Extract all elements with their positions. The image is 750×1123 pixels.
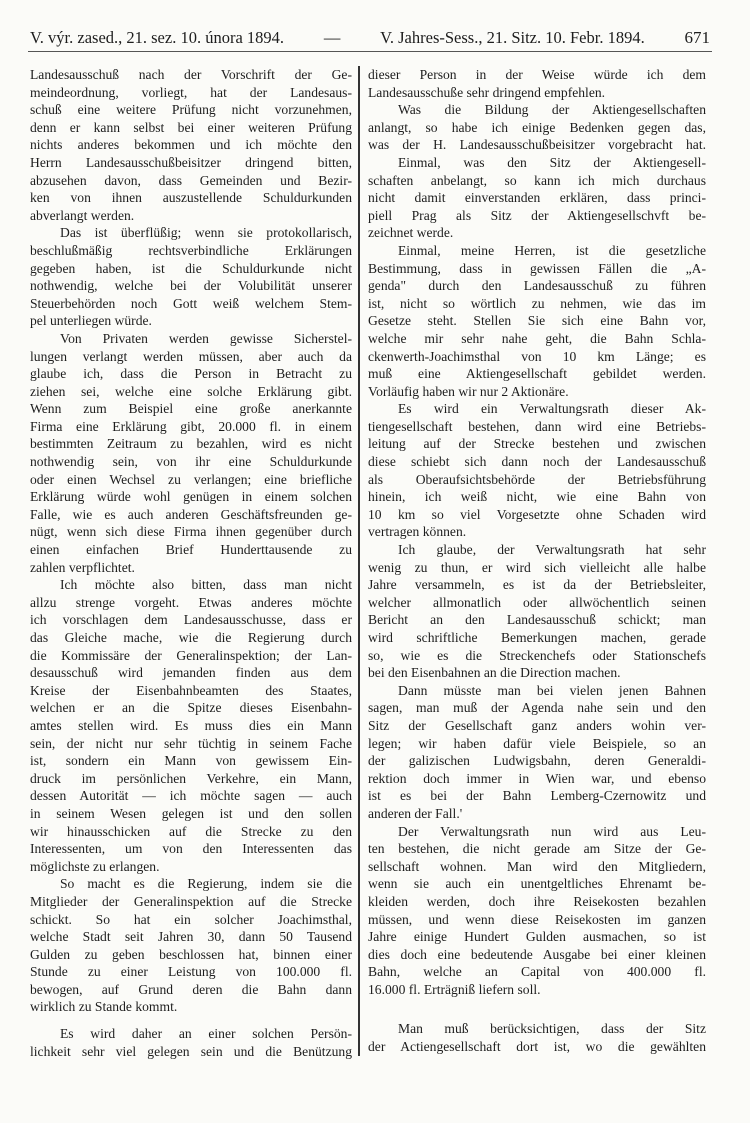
text-line: nichts anderes bekommen und ich möchte den (30, 137, 352, 153)
text-line: welchen er an die Spitze dieses Eisenbahn- (30, 700, 352, 716)
text-line: gegeben haben, ist die Schuldurkunde nicht (30, 260, 352, 276)
text-line: Jahre versammeln, es ist da der Betriebsleiter, (368, 577, 706, 593)
page-number: 671 (684, 28, 710, 47)
text-line: sellschaft wohnen. Man wird den Mitgliedern, (368, 858, 706, 874)
text-line: Einmal, was den Sitz der Aktiengesell- (398, 154, 706, 170)
text-line: bei den Eisenbahnen an die Direction machen. (368, 665, 621, 681)
text-line: schickt. So hat ein solcher Joachimsthal, (30, 911, 352, 927)
header-rule (28, 51, 712, 52)
text-line: Bericht an den Landesausschuß schickt; man (368, 612, 706, 628)
text-line: Das ist überflüßig; wenn sie protokollarisch, (60, 225, 352, 241)
text-line: möglichste zu erlangen. (30, 858, 160, 874)
text-line: 16.000 fl. Erträgniß liefern soll. (368, 981, 541, 997)
text-line: Interessenten, um von den Interessenten das (30, 841, 352, 857)
text-line: welcher allmonatlich oder allwöchentlich seinen (368, 594, 706, 610)
text-line: ziehen sei, welche eine solche Erklärung gibt. (30, 383, 352, 399)
text-line: bestimmten Zeitraum zu bezahlen, wird es nicht (30, 436, 352, 452)
text-line: 10 km so viel Vorgesetzte ohne Schaden wird (368, 506, 706, 522)
text-line: müssen, und wenn diese Reisekosten im ganzen (368, 911, 706, 927)
text-line: abverlangt werden. (30, 207, 135, 223)
text-line: Gesetze steht. Stellen Sie sich eine Bahn vor, (368, 313, 706, 329)
text-line: piell Prag als Sitz der Aktiengesellschvft be- (368, 207, 706, 223)
text-line: ken von ihnen auszustellende Schuldurkunden (30, 190, 352, 206)
text-line: zahlen verpflichtet. (30, 559, 135, 575)
text-line: ist es bei der Bahn Lemberg-Czernowitz und (368, 788, 706, 804)
text-line: Gulden zu geben beschlossen hat, binnen einer (30, 946, 352, 962)
column-divider (358, 66, 360, 1056)
text-line: allzu strenge vorgeht. Etwas anderes möchte (30, 594, 352, 610)
paragraph-gap (30, 1016, 352, 1025)
text-line: was der H. Landesausschußbeisitzer vorgebracht hat. (368, 137, 706, 153)
text-line: der Actiengesellschaft dort ist, wo die gewählten (368, 1039, 706, 1055)
text-line: Firma eine Erklärung gibt, 20.000 fl. in einem (30, 418, 352, 434)
text-line: Bahn, welche an Capital von 400.000 fl. (368, 964, 706, 980)
text-line: Kreise der Eisenbahnbeamten des Staates, (30, 682, 352, 698)
text-line: Landesausschuß nach der Vorschrift der Ge- (30, 67, 352, 82)
text-line: tiengesellschaft bestehen, dann wird eine Betriebs- (368, 418, 706, 434)
text-line: als Oberaufsichtsbehörde der Betriebsführung (368, 471, 706, 487)
text-line: einen einfachen Brief Hunderttausende zu (30, 542, 352, 558)
text-line: Es wird ein Verwaltungsrath dieser Ak- (398, 401, 706, 417)
text-line: Der Verwaltungsrath nun wird aus Leu- (398, 823, 706, 839)
text-line: bewogen, auf Grund deren die Bahn dann (30, 981, 352, 997)
text-line: pel unterliegen würde. (30, 313, 152, 329)
text-line: diese schiebt sich dann noch der Landesausschuß (368, 454, 706, 470)
header-dash: — (323, 28, 341, 47)
text-line: lichkeit sehr viel gelegen sein und die Benützung (30, 1043, 352, 1059)
text-line: lungen verlangt werden müssen, aber auch da (30, 348, 352, 364)
text-line: Falle, wie es auch anderen Geschäftsfreunden ge- (30, 506, 352, 522)
text-line: amtes stellen wird. Es muss dies ein Mann (30, 717, 352, 733)
text-line: ten bestehen, die nicht gerade am Sitze der Ge- (368, 841, 706, 857)
text-line: genda" durch den Landesausschuß zu führen (368, 278, 706, 294)
text-line: Bestimmung, dass in gewissen Fällen die „A- (368, 260, 706, 276)
text-line: nicht damit einverstanden erklären, dass princi- (368, 190, 706, 206)
left-column (30, 66, 352, 1060)
text-line: druck im persönlichen Verkehre, ein Mann, (30, 770, 352, 786)
text-line: ich vorschlagen dem Landesausschusse, dass er (30, 612, 352, 628)
text-line: wirklich zu Stande kommt. (30, 999, 178, 1015)
header-german: V. Jahres-Sess., 21. Sitz. 10. Febr. 1894. (380, 28, 645, 47)
text-line: wenig zu thun, er wird sich vielleicht alle halbe (368, 559, 706, 575)
text-line: der galizischen Ludwigsbahn, deren Generaldi- (368, 753, 706, 769)
text-line: glaube ich, dass die Person in Betracht zu (30, 366, 352, 382)
text-line: nothwendig sein, von ihr eine Schuldurkunde (30, 454, 352, 470)
text-line: Es wird daher an einer solchen Persön- (60, 1026, 352, 1042)
text-line: schuß eine weitere Prüfung nicht vorzunehmen, (30, 102, 352, 118)
text-line: wenn sie auch ein unentgeltliches Ehrenamt be- (368, 876, 706, 892)
text-line: meindeordnung, vorliegt, hat der Landesaus- (30, 84, 352, 100)
text-line: ckenwerth-Joachimsthal von 10 km Länge; es (368, 348, 706, 364)
text-line: hinein, ich weiß nicht, wie eine Bahn von (368, 489, 706, 505)
text-line: Herrn Landesausschußbeisitzer dringend bitten, (30, 154, 352, 170)
text-line: ist, nicht so wörtlich zu nehmen, wie das im (368, 295, 706, 311)
text-line: dieser Person in der Weise würde ich dem (368, 67, 706, 82)
text-line: So macht es die Regierung, indem sie die (60, 876, 352, 892)
text-line: dessen Autorität — ich möchte sagen — auch (30, 788, 352, 804)
text-line: Einmal, meine Herren, ist die gesetzliche (398, 242, 706, 258)
text-line: kleiden werden, doch ihre Reisekosten bezahlen (368, 893, 706, 909)
text-line: sagen, man muß der Agenda nahe sein und den (368, 700, 706, 716)
text-line: dies doch eine bedeutende Ausgabe bei einer kleinen (368, 946, 706, 962)
text-line: Dann müsste man bei vielen jenen Bahnen (398, 682, 706, 698)
text-line: Vorläufig haben wir nur 2 Aktionäre. (368, 383, 569, 399)
header-czech: V. výr. zased., 21. sez. 10. února 1894. (30, 28, 285, 47)
text-line: welche mir sehr nahe geht, die Bahn Schla- (368, 330, 706, 346)
text-line: Was die Bildung der Aktiengesellschaften (398, 102, 706, 118)
text-line: Steuerbehörden noch Gott weiß welchem Stem- (30, 295, 352, 311)
text-line: legen; wir haben dafür viele Beispiele, so an (368, 735, 706, 751)
text-line: zeichnet werde. (368, 225, 454, 241)
text-line: sein, der nicht nur sehr tüchtig in seinem Fache (30, 735, 352, 751)
text-line: vertragen können. (368, 524, 467, 540)
text-line: desausschuß wird jemanden finden aus dem (30, 665, 352, 681)
text-line: Jahre einige Hundert Gulden ausmachen, so ist (368, 929, 706, 945)
text-line: Sitz der Gesellschaft ganz anders wohin ver- (368, 717, 706, 733)
text-line: denn er kann selbst bei einer weiteren Prüfung (30, 119, 352, 135)
text-line: Erklärung würde wohl genügen in einem solchen (30, 489, 352, 505)
text-line: wir hinausschicken auf die Strecke zu den (30, 823, 352, 839)
text-line: das Gleiche mache, wie die Regierung durch (30, 630, 352, 645)
text-line: Von Privaten werden gewisse Sicherstel- (60, 330, 352, 346)
text-line: Ich glaube, der Verwaltungsrath hat sehr (398, 542, 706, 558)
text-line: nothwendig, welche bei der Volubilität unserer (30, 278, 352, 294)
text-line: schaften anbelangt, so kann ich mich durchaus (368, 172, 706, 188)
text-line: anlangt, so habe ich einige Bedenken gegen das, (368, 119, 706, 135)
text-line: beschlußmäßig rechtsverbindliche Erklärungen (30, 242, 352, 258)
text-line: ist, sondern ein Mann von gewissem Ein- (30, 753, 352, 769)
text-line: Ich möchte also bitten, dass man nicht (60, 577, 352, 593)
text-line: welche Stadt seit Jahren 30, dann 50 Tausend (30, 929, 352, 945)
text-line: abzusehen davon, dass Gemeinden und Bezir- (30, 172, 352, 188)
text-line: wird schriftliche Bemerkungen machen, gerade (368, 630, 706, 645)
paragraph-gap (368, 998, 706, 1020)
text-line: Stunde zu einer Leistung von 100.000 fl. (30, 964, 352, 980)
text-line: Wenn zum Beispiel eine große anerkannte (30, 401, 352, 417)
text-line: Landesausschuße sehr dringend empfehlen. (368, 84, 606, 100)
text-line: die Kommissäre der Generalinspektion; der Lan- (30, 647, 352, 663)
text-line: anderen der Fall.' (368, 805, 463, 821)
text-line: Man muß berücksichtigen, dass der Sitz (398, 1021, 706, 1037)
text-line: rektion doch immer in Wien war, und ebenso (368, 770, 706, 786)
right-column (368, 66, 706, 1056)
text-line: so, wie es die Streckenchefs oder Stationschefs (368, 647, 706, 663)
running-header (30, 28, 710, 48)
text-line: leitung auf der Strecke bestehen und zwischen (368, 436, 706, 452)
text-line: in seinem Wesen gelegen ist und den sollen (30, 805, 352, 821)
text-line: Mitglieder der Generalinspektion auf die Strecke (30, 893, 352, 909)
text-line: nügt, wenn sich diese Firma ihnen gegenüber durch (30, 524, 352, 540)
text-line: muß eine Aktiengesellschaft gebildet werden. (368, 366, 706, 382)
text-line: oder einen Wechsel zu verlangen; eine briefliche (30, 471, 352, 487)
